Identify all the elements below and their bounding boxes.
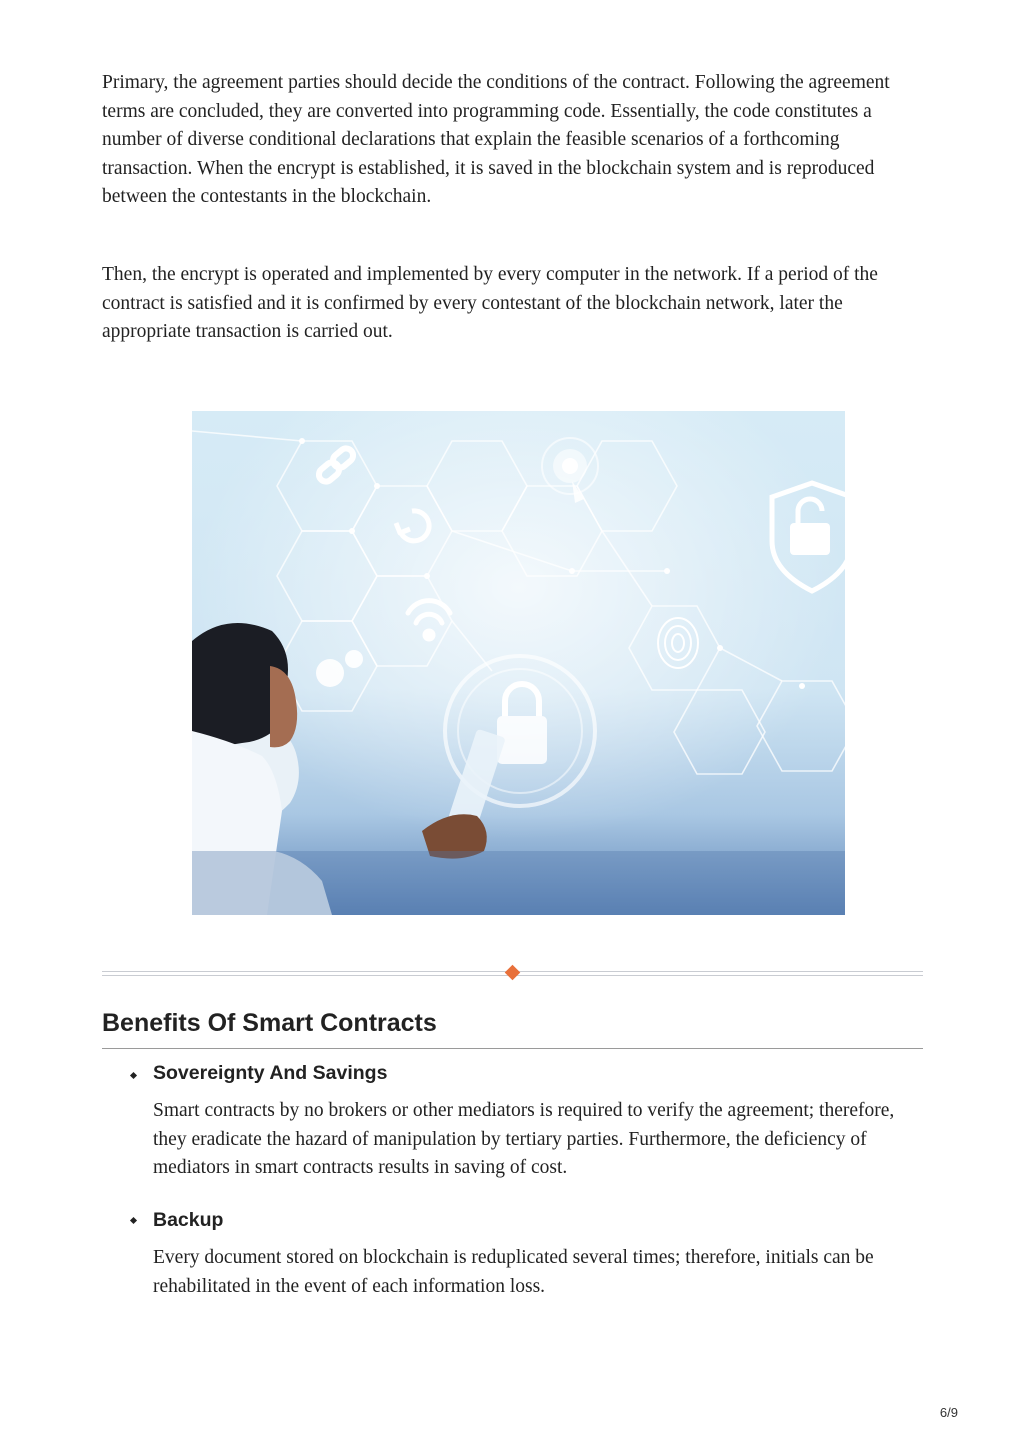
- benefit-title-backup: Backup: [153, 1209, 224, 1231]
- section-heading: Benefits Of Smart Contracts: [102, 1009, 923, 1049]
- benefit-text-backup: Every document stored on blockchain is reduplicated several times; therefore, initials can be rehabilitated in the event of each information loss.: [153, 1247, 874, 1297]
- bullet-icon: [130, 1217, 137, 1224]
- page-number: 6/9: [939, 1405, 958, 1420]
- section-divider: [102, 960, 923, 986]
- hero-illustration: [192, 411, 845, 915]
- body-paragraph-1: Primary, the agreement parties should decide the conditions of the contract. Following the agreement terms are concluded, they are converted into programming code. Essentially, the code constitutes a number of diverse conditional declarations that explain the feasible scenarios of a forthcoming transaction. When the encrypt is established, it is saved in the blockchain system and is reproduced between the contestants in the blockchain.: [102, 72, 890, 207]
- benefit-text-sovereignty: Smart contracts by no brokers or other mediators is required to verify the agreement; therefore, they eradicate the hazard of manipulation by tertiary parties. Furthermore, the deficiency of mediators in smart contracts results in saving of cost.: [153, 1100, 895, 1178]
- body-paragraph-2: Then, the encrypt is operated and implemented by every computer in the network. If a period of the contract is satisfied and it is confirmed by every contestant of the blockchain network, later the appropriate transaction is carried out.: [102, 264, 878, 342]
- bullet-icon: [130, 1072, 137, 1079]
- divider-diamond-icon: [505, 965, 521, 981]
- benefit-title-sovereignty: Sovereignty And Savings: [153, 1062, 388, 1084]
